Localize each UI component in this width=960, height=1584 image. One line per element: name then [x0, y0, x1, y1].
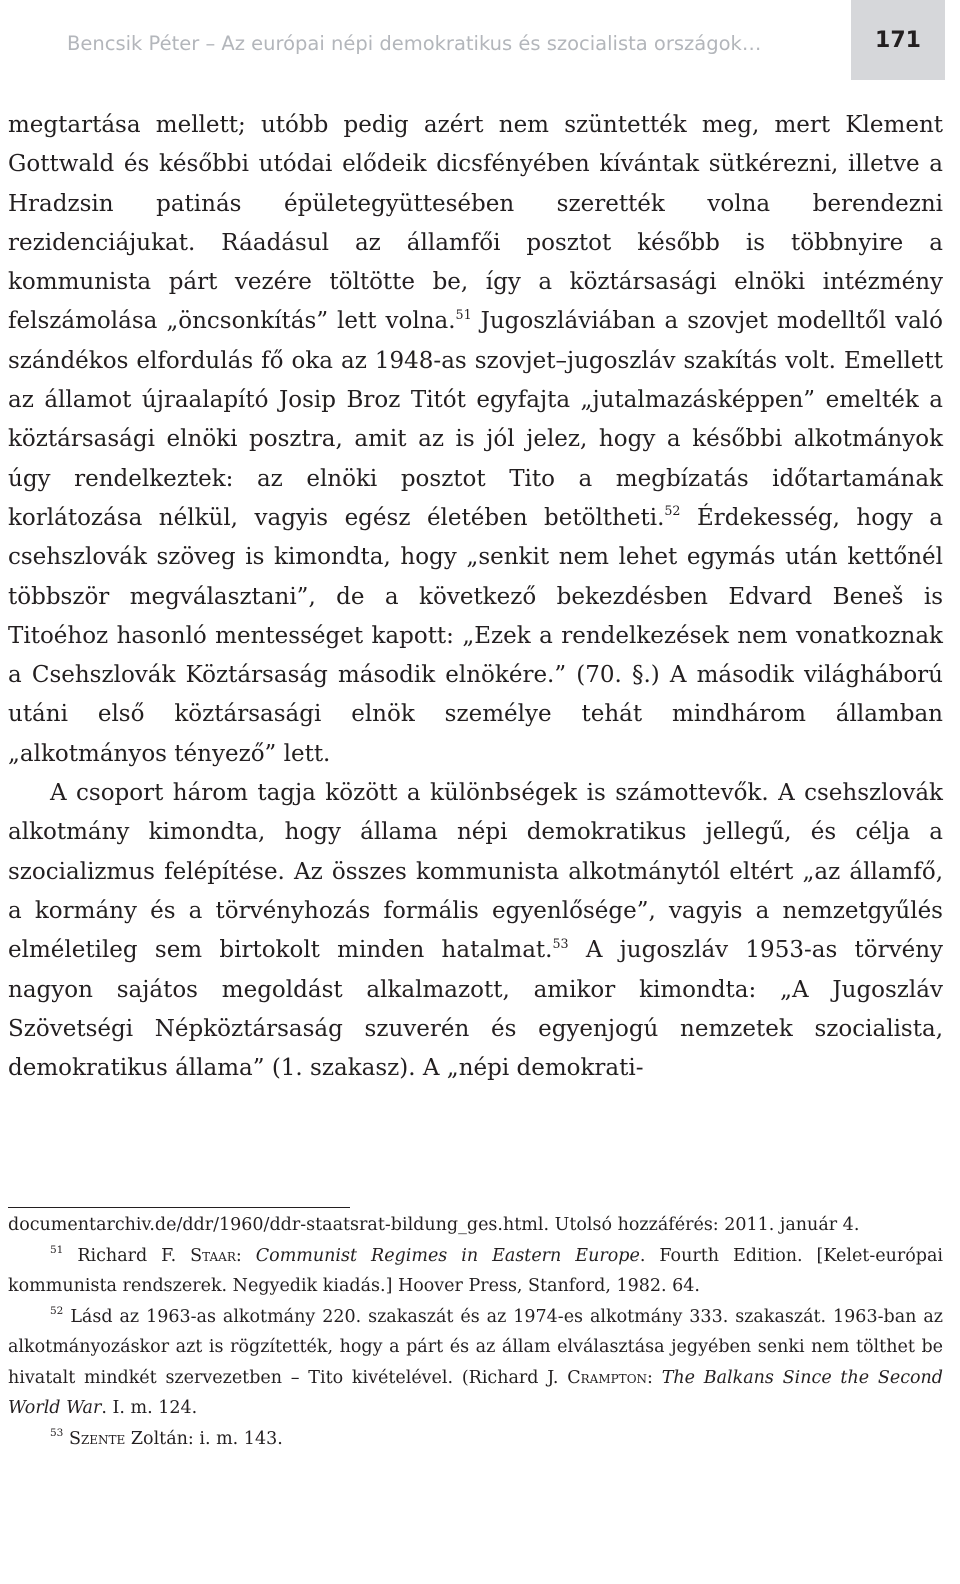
footnote-ref-51[interactable]: 51 — [455, 307, 472, 322]
running-title: Bencsik Péter – Az európai népi demokratikus és szocialista országok… — [67, 32, 762, 55]
footnote-continuation: documentarchiv.de/ddr/1960/ddr-staatsrat-bildung_ges.html. Utolsó hozzáférés: 2011. január 4. — [8, 1215, 860, 1235]
footnote-52: $^{52}$ Lásd az 1963-as alkotmány 220. szakaszát és az 1974-es alkotmány 333. szakaszát. 1963-ban az alkotmányozáskor azt is rögzítették, hogy a párt és az állam elválasztása jegyében senki nem tölthet be hivatalt mindkét szervezetben – Tito kivételével. (Richard J. Crampton: The Balkans Since the Second World War. I. m. 124. — [8, 1304, 944, 1418]
paragraph-2: A csoport három tagja között a különbségek is számottevők. A csehszlovák alkotmány kimondta, hogy állama népi demokratikus jellegű, és célja a szocializmus felépítése. Az összes kommunista alkotmánytól eltért „az államfő, a kormány és a törvényhozás formális egyenlősége”, vagyis a nemzetgyűlés elméletileg sem birtokolt minden hatalmat.$^{53}$ A jugoszláv 1953-as törvény nagyon sajátos megoldást alkalmazott, amikor kimondta: „A Jugoszláv Szövetségi Népköztársaság szuverén és egyenjogú nemzetek szocialista, demokratikus állama” (1. szakasz). A „népi demokrati- — [8, 780, 943, 1082]
footnotes — [8, 1210, 943, 1454]
main-text — [8, 106, 943, 1088]
footnote-ref-52[interactable]: 52 — [664, 503, 681, 519]
paragraph-1: megtartása mellett; utóbb pedig azért nem szüntették meg, mert Klement Gottwald és későbbi utódai elődeik dicsfényében kívántak sütkérezni, illetve a Hradzsin patinás épületegyüttesében szerették volna berendezni rezidenciájukat. Ráadásul az államfői posztot később is többnyire a kommunista párt vezére töltötte be, így a köztársasági elnöki intézmény felszámolása „öncsonkítás” lett volna.$^{51}$ Jugoszláviában a szovjet modelltől való szándékos elfordulás fő oka az 1948-as szovjet–jugoszláv szakítás volt. Emellett az államot újraalapító Josip Broz Titót egyfajta „jutalmazásképpen” emelték a köztársasági elnöki posztra, amit az is jól jelez, hogy a későbbi alkotmányok úgy rendelkeztek: az elnöki posztot Tito a megbízatás időtartamának korlátozása nélkül, vagyis egész életében betöltheti.$^{52}$ Érdekesség, hogy a csehszlovák szöveg is kimondta, hogy „senkit nem lehet egymás után kettőnél többször megválasztani”, de a következő bekezdésben Edvard Beneš is Titoéhoz hasonló mentességet kapott: „Ezek a rendelkezések nem vonatkoznak a Csehszlovák Köztársaság második elnökére.” (70. §.) A második világháború utáni első köztársasági elnök személye tehát mindhárom államban „alkotmányos tényező” lett. — [8, 112, 943, 767]
page-number: 171 — [851, 0, 945, 80]
footnote-53: $^{53}$ Szente Zoltán: i. m. 143. — [50, 1426, 283, 1449]
footnote-ref-53[interactable]: 53 — [552, 935, 569, 951]
footnote-51: $^{51}$ Richard F. Staar: Communist Regimes in Eastern Europe. Fourth Edition. [Kelet-európai kommunista rendszerek. Negyedik kiadás.] Hoover Press, Stanford, 1982. 64. — [8, 1243, 944, 1296]
footnote-divider — [8, 1207, 350, 1208]
page-header — [0, 0, 960, 80]
